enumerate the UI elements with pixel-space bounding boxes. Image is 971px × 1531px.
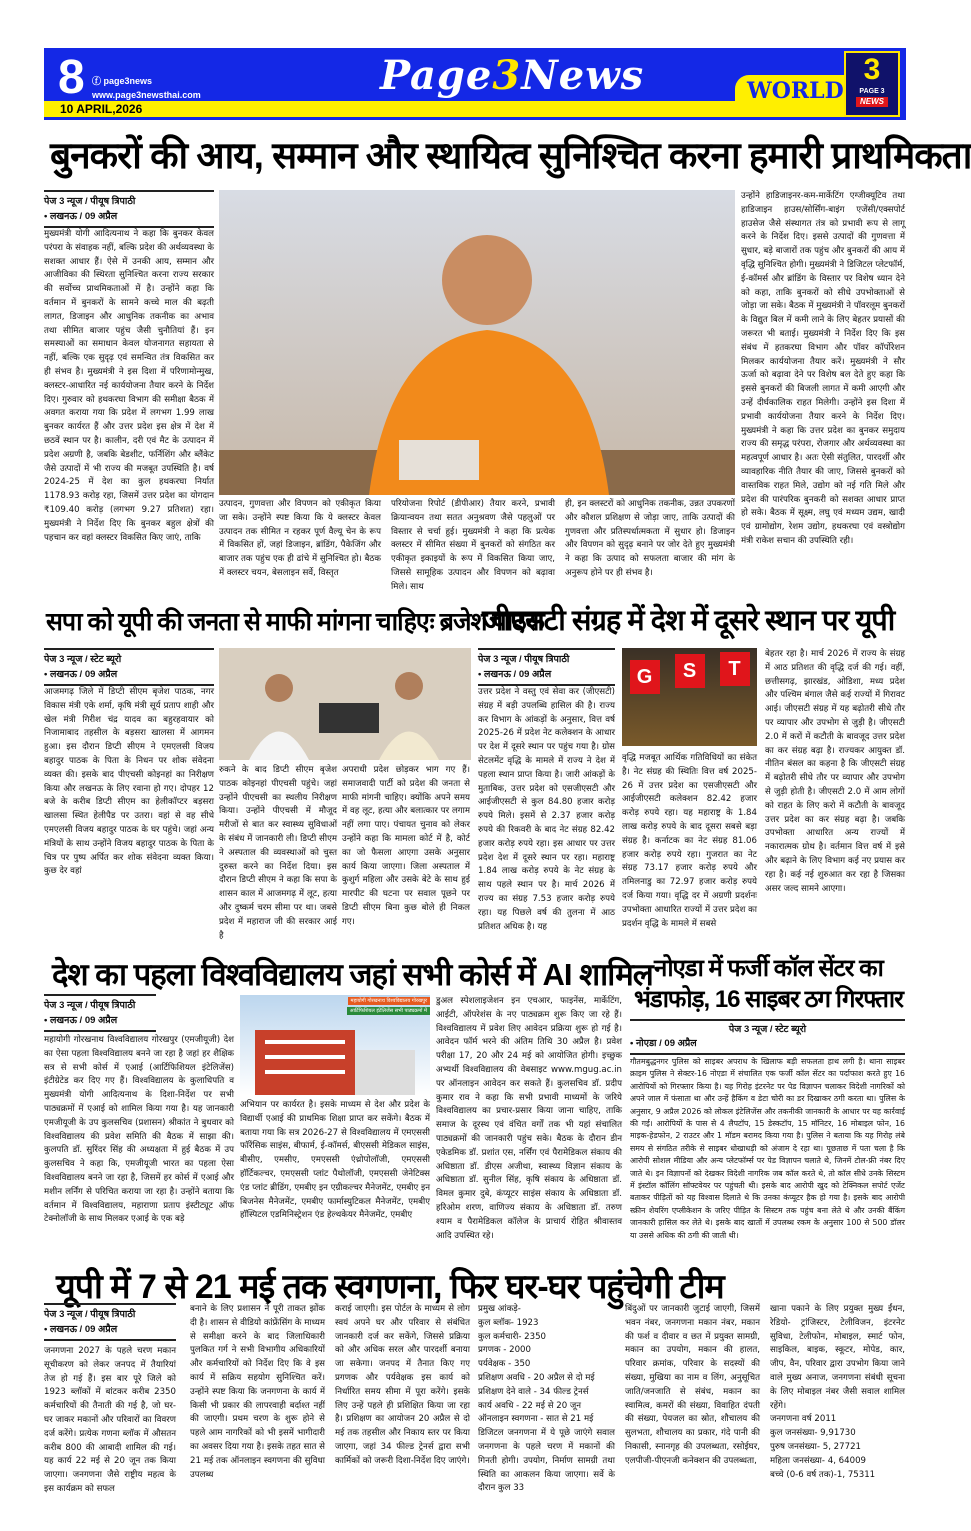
cm-photo — [219, 190, 735, 495]
building-illustration — [240, 995, 430, 1095]
gst-image: G S T — [622, 648, 757, 746]
newspaper-logo: Page3News — [380, 52, 645, 99]
article-text: बिंदुओं पर जानकारी जुटाई जाएगी, जिसमें भवन नंबर, जनगणना मकान नंबर, मकान की फर्श व दीवार व छत में प्रयुक्त सामग्री, मकान का उपयोग, मकान की हालत, परिवार क्रमांक, परिवार के सदस्यों की संख्या, मुखिया का नाम व लिंग, अनुसूचित जाति/जनजाति से संबंध, मकान का स्वामित्व, कमरों की संख्या, विवाहित दंपती की संख्या, पेयजल का स्रोत, शौचालय की सुलभता, शौचालय का प्रकार, गंदे पानी की निकासी, स्नानगृह की उपलब्धता, रसोईघर, एलपीजी-पीएनजी कनेक्शन की उपलब्धता, — [625, 1304, 760, 1466]
issue-date: 10 APRIL,2026 — [60, 102, 143, 116]
page-number: 8 — [58, 51, 85, 104]
headline-ai-university: देश का पहला विश्वविद्यालय जहां सभी कोर्स में AI शामिल — [52, 957, 653, 992]
article-text: रुकने के बाद डिप्टी सीएम बृजेश पाठक कोइनहां पीएचसी पहुंचे। जहां उन्होंने पीएचसी का स्थलीय निरीक्षण किया। उन्होंने पीएचसी में मौजूद मरीजों से बात कर स्वास्थ्य सुविधाओं के संबंध में जानकारी ली। डिप्टी सीएम ने अस्पताल की व्यवस्थाओं को चुस्त दुरुस्त करने का निर्देश दिया। इस दौरान डिप्टी सीएम ने कहा कि सपा के शासन काल में आजमगढ़ में लूट, हत्या और दुष्कर्म चरम सीमा पर था। जबसे प्रदेश में महाराज जी की सरकार आई है — [219, 765, 337, 941]
article-text: बेहतर रहा है। मार्च 2026 में राज्य के संग्रह में आठ प्रतिशत की वृद्धि दर्ज की गई। वहीं, छत्तीसगढ़, झारखंड, ओडिशा, मध्य प्रदेश और पश्चिम बंगाल जैसे कई राज्यों में गिरावट आई। जीएसटी संग्रह में यह बढ़ोतरी सीधे तौर पर व्यापार और उपभोग से जुड़ी है। जीएसटी 2.0 में करों में कटौती के बावजूद उत्तर प्रदेश का कर संग्रह बढ़ा है। राज्यकर आयुक्त डॉ. नीतिन बंसल का कहना है कि जीएसटी संग्रह में बढ़ोतरी सीधे तौर पर व्यापार और उपभोग से जुड़ी होती है। जीएसटी 2.0 में आम लोगों को राहत के लिए करो में कटौती के बावजूद उत्तर प्रदेश का कर संग्रह बढ़ा है। जबकि उपभोक्ता आधारित अन्य राज्यों में नकारात्मक ग्रोथ है। वर्तमान वित्त वर्ष में इसे और बढ़ाने के लिए विभाग कई नए प्रयास कर रहा है। कई नई शुरुआत कर रहा है जिसका असर जल्द सामने आएगा। — [765, 649, 905, 894]
headline-noida: नोएडा में फर्जी कॉल सेंटर का भंडाफोड़, 16 साइबर ठग गिरफ्तार — [634, 955, 903, 1013]
headline-weavers: बुनकरों की आय, सम्मान और स्थायित्व सुनिश्चित करना हमारी प्राथमिकता — [50, 135, 971, 176]
article-text: ही, इन क्लस्टरों को आधुनिक तकनीक, उन्नत उपकरणों और कौशल प्रशिक्षण से जोड़ा जाए, ताकि उत्पादों की गुणवत्ता और प्रतिस्पर्धात्मकता में सुधार हो। डिजाइन और विपणन को सुदृढ़ बनाने पर जोर देते हुए मुख्यमंत्री ने कहा कि उत्पाद को सफलता बाजार की मांग के अनुरूप होने पर ही संभव है। — [565, 499, 735, 578]
press-conference-illustration — [219, 648, 471, 760]
social-links — [92, 74, 201, 102]
article-text: अपराधी प्रदेश छोड़कर भाग गए हैं। समाजवादी पार्टी को प्रदेश की जनता से माफी मांगनी चाहिए। क्योंकि अपने समय में वह लूट, हत्या और बलात्कार पर लगाम नहीं लगा पाए। पंचायत चुनाव को लेकर उन्होंने कहा कि मामला कोर्ट में है, कोर्ट का जो फैसला आएगा उसके अनुसार कार्य किया जाएगा। जिला अस्पताल में कुशुर्ग महिला और उसके बेटे के साथ हुई मारपीट की घटना पर सवाल पूछने पर डिप्टी सीएम बिना कुछ बोले ही निकल गए। — [342, 765, 470, 927]
article-text: आजमगढ़ जिले में डिप्टी सीएम बृजेश पाठक, नगर विकास मंत्री एके शर्मा, कृषि मंत्री सूर्य प्रताप शाही और खेल मंत्री गिरीश चंद्र यादव का बहुरहवायार को निजामाबाद तहसील के बड़सरा खालसा में आगमन हुआ। इस दौरान डिप्टी सीएम ने एमएलसी विजय बहादुर पाठक के पिता के निधन पर शोक संवेदना व्यक्त की। इसके बाद पीएचसी कोइनहां का निरीक्षण किया और लखनऊ के लिए रवाना हो गए। दोपहर 12 बजे के करीब डिप्टी सीएम का हेलीकॉप्टर बड़सरा खालसा स्थित हेलीपैड पर उतरा। वहां से वह सीधे एमएलसी विजय बहादुर पाठक के घर पहुंचे। जहां अन्य मंत्रियों के साथ उन्होंने विजय बहादुर पाठक के पिता के चित्र पर पुष्प अर्पित कर शोक संवेदना व्यक्त किया। कुछ देर वहां — [44, 687, 214, 877]
census-stats: प्रमुख आंकड़े- कुल ब्लॉक- 1923 कुल कर्मचारी- 2350 प्रगणक - 2000 पर्यवेक्षक - 350 प्रशिक्षण अवधि - 20 अप्रैल से दो मई प्रशिक्षण देने वाले - 34 फील्ड ट्रेनर्स कार्य अवधि - 22 मई से 20 जून ऑनलाइन स्वगणना - सात से 21 मई डिजिटल जनगणना में ये पूछे जाएंगे सवाल जनगणना के पहले चरण में मकानों की गिनती होगी। उपयोग, निर्माण सामग्री तथा स्थिति का आकलन किया जाएगा। सर्वे के दौरान कुल 33 — [478, 1304, 615, 1494]
article-text: बनाने के लिए प्रशासन ने पूरी ताकत झोंक दी है। शासन से वीडियो कांफ्रेंसिंग के माध्यम से समीक्षा करने के बाद जिलाधिकारी पुलकित गर्ग ने सभी विभागीय अधिकारियों और कर्मचारियों को निर्देश दिए कि वे इस कार्य में सक्रिय सहयोग सुनिश्चित करें। उन्होंने स्पष्ट किया कि जनगणना के कार्य में किसी भी प्रकार की लापरवाही बर्दाश्त नहीं की जाएगी। प्रथम चरण के शुरू होने से पहले आम नागरिकों को भी इसमें भागीदारी का अवसर दिया गया है। इसके तहत सात से 21 मई तक ऑनलाइन स्वगणना की सुविधा उपलब्ध — [190, 1304, 325, 1480]
article-text: वृद्धि मजबूत आर्थिक गतिविधियों का संकेत है। नेट संग्रह की स्थितिः वित्त वर्ष 2025-26 में उत्तर प्रदेश का एसजीएसटी और आईजीएसटी कलेक्शन 82.42 हजार करोड़ रुपये रहा। यह महाराष्ट्र के 1.84 लाख करोड़ रुपये के बाद दूसरा सबसे बड़ा संग्रह है। कर्नाटक का नेट संग्रह 81.06 हजार करोड़ रुपये रहा। गुजरात का नेट संग्रह 73.17 हजार करोड़ रुपये और तमिलनाडु का 72.97 हजार करोड़ रुपये दर्ज किया गया। वृद्धि दर में अग्रणी प्रदर्शनः उपभोक्ता आधारित राज्यों में उत्तर प्रदेश का प्रदर्शन वृद्धि के मामले में सबसे — [622, 753, 757, 929]
date-strip — [44, 101, 844, 117]
page3-badge: 3 PAGE 3 NEWS — [844, 51, 900, 117]
website-link[interactable]: www.page3newsthai.com — [92, 90, 201, 100]
section-label: WORLD — [735, 75, 847, 105]
article-text: गौतमबुद्धनगर पुलिस को साइबर अपराध के खिलाफ बड़ी सफलता हाथ लगी है। थाना साइबर क्राइम पुलिस ने सेक्टर-16 नोएडा में संचालित एक फर्जी कॉल सेंटर का पर्दाफाश करते हुए 16 आरोपियों को गिरफ्तार किया है। यह गिरोह इंटरनेट पर पेड विज्ञापन चलाकर विदेशी नागरिकों को अपने जाल में फंसाता था और उन्हें हैकिंग व डेटा चोरी का डर दिखाकर ठगी करता था। पुलिस के अनुसार, 9 अप्रैल 2026 को लोकल इंटेलिजेंस और तकनीकी जानकारी के आधार पर यह कार्रवाई की गई। आरोपियों के पास से 4 लैपटॉप, 15 डेस्कटॉप, 15 मॉनिटर, 16 मोबाइल फोन, 16 माइक-हेडफोन, 2 राउटर और 1 मॉडम बरामद किया गया है। पुलिस ने बताया कि यह गिरोह लंबे समय से संगठित तरीके से साइबर धोखाधड़ी को अंजाम दे रहा था। पूछताछ में पता चला है कि आरोपी सोशल मीडिया और अन्य प्लेटफॉर्म्स पर पेड विज्ञापन चलाते थे, जिनमें टोल-फ्री नंबर दिए जाते थे। इन विज्ञापनों को देखकर विदेशी नागरिक जब कॉल करते थे, तो कॉल सीधे उनके सिस्टम में इंस्टॉल कॉलिंग सॉफ्टवेयर पर पहुंचती थी। इसके बाद आरोपी खुद को टेक्निकल सपोर्ट एजेंट बताकर पीड़ितों को यह विश्वास दिलाते थे कि उनका कंप्यूटर हैक हो गया है। इसके बाद आरोपी स्क्रीन शेयरिंग एप्लीकेशन के जरिए पीड़ित के सिस्टम तक पहुंच बना लेते थे और उनकी बैंकिंग जानकारी हासिल कर लेते थे। इसके बाद खातों में उपलब्ध रकम के अनुसार 100 से 500 डॉलर या उससे अधिक की ठगी की जाती थी। — [630, 1057, 905, 1240]
article-text: उत्पादन, गुणवत्ता और विपणन को एकीकृत किया जा सके। उन्होंने स्पष्ट किया कि ये क्लस्टर केवल उत्पादन तक सीमित न रहकर पूर्ण वैल्यू चेन के रूप में विकसित हों, जहां डिजाइन, ब्रांडिंग, पैकेजिंग और बाजार तक पहुंच एक ही ढांचे में सुनिश्चित हो। बैठक में क्लस्टर चयन, बेसलाइन सर्वे, विस्तृत — [219, 499, 381, 578]
byline: पेज 3 न्यूज / पीयूष त्रिपाठी • लखनऊ / 09 अप्रैल — [44, 190, 214, 228]
article-text: उत्तर प्रदेश ने वस्तु एवं सेवा कर (जीएसटी) संग्रह में बड़ी उपलब्धि हासिल की है। राज्य कर विभाग के आंकड़ों के अनुसार, वित्त वर्ष 2025-26 में प्रदेश नेट कलेक्शन के आधार पर देश में दूसरे स्थान पर पहुंच गया है। ग्रोस सेटलमेंट वृद्धि के मामले में राज्य ने देश में पहला स्थान प्राप्त किया है। जारी आंकड़ों के मुताबिक, उत्तर प्रदेश को एसजीएसटी और आईजीएसटी से कुल 84.80 हजार करोड़ रुपये मिले। इसमें से 2.37 हजार करोड़ रुपये की रिकवरी के बाद नेट संग्रह 82.42 हजार करोड़ रुपये रहा। इस आधार पर उत्तर प्रदेश देश में दूसरे स्थान पर रहा। महाराष्ट्र 1.84 लाख करोड़ रुपये के नेट संग्रह के साथ पहले स्थान पर है। मार्च 2026 में राज्य का संग्रह 7.53 हजार करोड़ रुपये रहा। यह पिछले वर्ष की तुलना में आठ प्रतिशत अधिक है। यह — [478, 687, 615, 932]
byline: पेज 3 न्यूज / पीयूष त्रिपाठी • लखनऊ / 09 अप्रैल — [44, 994, 156, 1032]
article-text: जनगणना 2027 के पहले चरण मकान सूचीकरण को लेकर जनपद में तैयारियां तेज हो गई हैं। इस बार पूरे जिले को 1923 ब्लॉकों में बांटकर करीब 2350 कर्मचारियों की तैनाती की गई है, जो घर-घर जाकर मकानों और परिवारों का विवरण दर्ज करेंगे। प्रत्येक गणना ब्लॉक में औसतन करीब 800 की आबादी शामिल की गई। यह कार्य 22 मई से 20 जून तक किया जाएगा। जनगणना जैसे राष्ट्रीय महत्व के इस कार्यक्रम को सफल — [44, 1346, 176, 1494]
facebook-handle[interactable]: page3news — [103, 76, 153, 86]
article-text: कराई जाएगी। इस पोर्टल के माध्यम से लोग स्वयं अपने घर और परिवार से संबंधित जानकारी दर्ज कर सकेंगे, जिससे प्रक्रिया को और अधिक सरल और पारदर्शी बनाया जा सकेगा। जनपद में तैनात किए गए प्रगणक और पर्यवेक्षक इस कार्य को निर्धारित समय सीमा में पूरा करेंगे। इसके लिए उन्हें पहले ही प्रशिक्षित किया जा रहा है। प्रशिक्षण का आयोजन 20 अप्रैल से दो मई तक तहसील और निकाय स्तर पर किया जाएगा, जहां 34 फील्ड ट्रेनर्स द्वारा सभी कार्मिकों को जरूरी दिशा-निर्देश दिए जाएंगे। — [335, 1304, 470, 1466]
university-photo: महायोगी गोरखनाथ विश्वविद्यालय गोरखपुर आर्टिफिशियल इंटेलिजेंस सभी पाठ्यक्रमों में — [240, 995, 430, 1095]
article-text: मुख्यमंत्री योगी आदित्यनाथ ने कहा कि बुनकर केवल परंपरा के संवाहक नहीं, बल्कि प्रदेश की अर्थव्यवस्था के सशक्त आधार हैं। ऐसे में उनकी आय, सम्मान और आजीविका की स्थिरता सुनिश्चित करना राज्य सरकार की सर्वोच्च प्राथमिकताओं में है। उन्होंने कहा कि वर्तमान में बुनकरों के सामने कच्चे माल की बढ़ती लागत, डिजाइन और आधुनिक तकनीक का अभाव तथा सीमित बाजार पहुंच जैसी चुनौतियां हैं। इन समस्याओं का समाधान केवल योजनागत सहायता से नहीं, बल्कि एक सुदृढ़ एवं समन्वित तंत्र विकसित कर ही संभव है। मुख्यमंत्री ने इस दिशा में परिणामोन्मुख, क्लस्टर-आधारित नई कार्ययोजना तैयार करने के निर्देश दिए। गुरुवार को हथकरघा विभाग की समीक्षा बैठक में अवगत कराया गया कि प्रदेश में लगभग 1.99 लाख बुनकर कार्यरत हैं और उत्तर प्रदेश इस क्षेत्र में देश में छठवें स्थान पर है। कालीन, दरी एवं मैट के उत्पादन में प्रदेश अग्रणी है, जबकि बेडशीट, फर्निशिंग और ब्लैंकेट जैसे उत्पादों में भी राज्य की मजबूत उपस्थिति है। वर्ष 2024-25 में देश का कुल हथकरघा निर्यात 1178.93 करोड़ रहा, जिसमें उत्तर प्रदेश का योगदान ₹109.40 करोड़ (लगभग 9.27 प्रतिशत) रहा। मुख्यमंत्री ने निर्देश दिए कि बुनकर बहुल क्षेत्रों की पहचान कर वहां क्लस्टर विकसित किए जाएं, ताकि — [44, 229, 214, 543]
facebook-icon: ⓕ — [92, 76, 104, 86]
byline: पेज 3 न्यूज / पीयूष त्रिपाठी • लखनऊ / 09 अप्रैल — [44, 1303, 176, 1341]
census-2011: खाना पकाने के लिए प्रयुक्त मुख्य ईंधन, रेडियो- ट्रांजिस्टर, टेलीविजन, इंटरनेट सुविधा, टेलीफोन, मोबाइल, स्मार्ट फोन, साइकिल, बाइक, स्कूटर, मोपेड, कार, जीप, वैन, परिवार द्वारा उपभोग किया जाने वाले मुख्य अनाज, जनगणना संबंधी सूचना के लिए मोबाइल नंबर जैसी सवाल शामिल रहेंगे। जनगणना वर्ष 2011 कुल जनसंख्या- 9,91730 पुरुष जनसंख्या- 5, 27721 महिला जनसंख्या- 4, 64009 बच्चे (0-6 वर्ष तक)-1, 75311 — [770, 1304, 905, 1480]
press-photo — [219, 648, 471, 760]
byline: पेज 3 न्यूज / स्टेट ब्यूरो • लखनऊ / 09 अप्रैल — [44, 648, 214, 686]
article-text: अभियान पर कार्यरत है। इसके माध्यम से देश और प्रदेश के विद्यार्थी एआई की प्राथमिक शिक्षा प्राप्त कर सकेंगे। बैठक में बताया गया कि सत्र 2026-27 से विश्वविद्यालय में एमएससी फॉरेंसिक साइंस, बीफार्म, ई-कॉमर्स, बीएससी मेडिकल साइंस, बीसीए, एमसीए, एमएससी एंथ्रोपोलॉजी, एमएससी हॉर्टिकल्चर, एमएससी प्लांट पैथोलॉजी, एमएससी जेनेटिक्स एंड प्लांट ब्रीडिंग, एमबीए इन एग्रीकल्चर मैनेजमेंट, एमबीए इन बिजनेस मैनेजमेंट, एमबीए फार्मास्युटिकल मैनेजमेंट, एमबीए हॉस्पिटल एडमिनिस्ट्रेशन एंड हेल्थकेयर मैनेजमेंट, एमबीए — [240, 1100, 430, 1221]
byline: पेज 3 न्यूज / पीयूष त्रिपाठी • लखनऊ / 09 अप्रैल — [478, 648, 615, 686]
article-text: उन्होंने हाडिजाइनर-कम-मार्केटिंग एग्जीक्यूटिव तथा हाडिजाइन हाउस/सोर्सिंग-बाइंग एजेंसी/एक्सपोर्ट हाउसेज जैसे संस्थागत तंत्र को प्रभावी रूप से लागू करने के निर्देश दिए। इससे उत्पादों की गुणवत्ता में सुधार, बड़े बाजारों तक पहुंच और बुनकरों की आय में वृद्धि सुनिश्चित होगी। मुख्यमंत्री ने डिजिटल प्लेटफॉर्म, ई-कॉमर्स और ब्रांडिंग के विस्तार पर विशेष ध्यान देने को कहा, ताकि बुनकरों को सीधे उपभोक्ताओं से जोड़ा जा सके। बैठक में मुख्यमंत्री ने पॉवरलूम बुनकरों के विद्युत बिल में कमी लाने के लिए बेहतर प्रयासों की जरूरत भी बताई। मुख्यमंत्री ने निर्देश दिए कि इस संबंध में हतकरघा विभाग और पॉवर कॉर्पोरेशन मिलकर कार्ययोजना तैयार करें। मुख्यमंत्री ने सौर ऊर्जा को बढ़ावा देने पर विशेष बल देते हुए कहा कि इससे बुनकरों की बिजली लागत में कमी आएगी और उन्हें दीर्घकालिक राहत मिलेगी। उन्होंने इस दिशा में प्रभावी कार्ययोजना तैयार करने के निर्देश दिए। मुख्यमंत्री ने कहा कि उत्तर प्रदेश का बुनकर समुदाय राज्य की समृद्ध परंपरा, रोजगार और अर्थव्यवस्था का महत्वपूर्ण आधार है। अतः ऐसी संतुलित, पारदर्शी और व्यावहारिक नीति तैयार की जाए, जिससे बुनकरों को वास्तविक राहत मिले, उद्योग को नई गति मिले और प्रदेश की पारंपरिक बुनकरी को सशक्त आधार प्राप्त हो सके। बैठक में सूक्ष्म, लघु एवं मध्यम उद्यम, खादी एवं ग्रामोद्योग, रेशम उद्योग, हथकरघा एवं वस्त्रोद्योग मंत्री राकेश सचान की उपस्थिति रही। — [741, 191, 905, 546]
article-text: महायोगी गोरखनाथ विश्वविद्यालय गोरखपुर (एमजीयूजी) देश का ऐसा पहला विश्वविद्यालय बनने जा रहा है जहां हर शैक्षिक सत्र से सभी कोर्स में एआई (आर्टिफिशियल इंटेलिजेंस) इंटीग्रेटेड कर दिए गए हैं। विश्वविद्यालय के कुलाधिपति व मुख्यमंत्री योगी आदित्यनाथ के दिशा-निर्देश पर सभी पाठ्यक्रमों में एआई को शामिल किया गया है। यह जानकारी एमजीयूजी के उप कुलसचिव (प्रशासन) श्रीकांत ने बुधवार को विश्वविद्यालय की प्रवेश समिति की बैठक में साझा की। कुलपति डॉ. सुरिंदर सिंह की अध्यक्षता में हुई बैठक में उप कुलसचिव ने कहा कि, एमजीयूजी भारत का पहला ऐसा विश्वविद्यालय बनने जा रहा है, जिसमें हर कोर्स में एआई और मशीन लर्निंग से परिचित कराया जा रहा है। उन्होंने बताया कि वर्तमान में विश्वविद्यालय, महाराणा प्रताप इंस्टीट्यूट ऑफ टेक्नोलॉजी के साथ मिलकर एआई के एक बड़े — [44, 1035, 234, 1225]
cm-speaking-illustration — [219, 190, 735, 495]
article-text: परियोजना रिपोर्ट (डीपीआर) तैयार करने, प्रभावी क्रियान्वयन तथा सतत अनुश्रवण जैसे पहलुओं पर विस्तार से चर्चा हुई। मुख्यमंत्री ने कहा कि प्रत्येक क्लस्टर में सीमित संख्या में बुनकरों को संगठित कर एकीकृत इकाइयों के रूप में विकसित किया जाए, जिससे सामूहिक उत्पादन और विपणन को बढ़ावा मिले। साथ — [391, 499, 555, 592]
headline-pathak: सपा को यूपी की जनता से माफी मांगना चाहिएः ब्रजेश पाठक — [46, 608, 544, 636]
article-text: डुअल स्पेशलाइजेशन इन एचआर, फाइनेंस, मार्केटिंग, आईटी, ऑपरेशंस के नए पाठ्यक्रम शुरू किए जा रहे हैं। विश्वविद्यालय में प्रवेश लिए आवेदन प्रक्रिया शुरू हो गई है। आवेदन फॉर्म भरने की अंतिम तिथि 30 अप्रैल है। प्रवेश परीक्षा 17, 20 और 24 मई को आयोजित होगी। इच्छुक अभ्यर्थी विश्वविद्यालय की वेबसाइट www.mgug.ac.in पर ऑनलाइन आवेदन कर सकते हैं। कुलसचिव डॉ. प्रदीप कुमार राव ने कहा कि सभी प्रभावी माध्यमों के जरिये विश्वविद्यालय का प्रचार-प्रसार किया जाना चाहिए, ताकि समाज के दूरस्थ एवं वंचित वर्गों तक भी यहां संचालित पाठ्यक्रमों की जानकारी पहुंच सके। बैठक के दौरान डीन एकेडमिक डॉ. प्रशांत एस, नर्सिंग एवं पैरामेडिकल संकाय की अधिष्ठाता डॉ. डीएस अजीथा, स्वास्थ्य विज्ञान संकाय के अधिष्ठाता डॉ. सुनील सिंह, कृषि संकाय के अधिष्ठाता डॉ. विमल कुमार दुबे, कंप्यूटर साइंस संकाय के अधिष्ठाता डॉ. हरिओम शरण, वाणिज्य संकाय के अधिष्ठाता डॉ. तरुण श्याम व पैरामेडिकल कॉलेज के प्राचार्य रोहित श्रीवास्तव आदि उपस्थित रहे। — [436, 996, 622, 1241]
headline-census: यूपी में 7 से 21 मई तक स्वगणना, फिर घर-घर पहुंचेगी टीम — [56, 1268, 724, 1306]
byline: पेज 3 न्यूज / स्टेट ब्यूरो • नोएडा / 09 अप्रैल — [630, 1019, 905, 1055]
headline-gst: जीएसटी संग्रह में देश में दूसरे स्थान पर यूपी — [482, 605, 895, 637]
